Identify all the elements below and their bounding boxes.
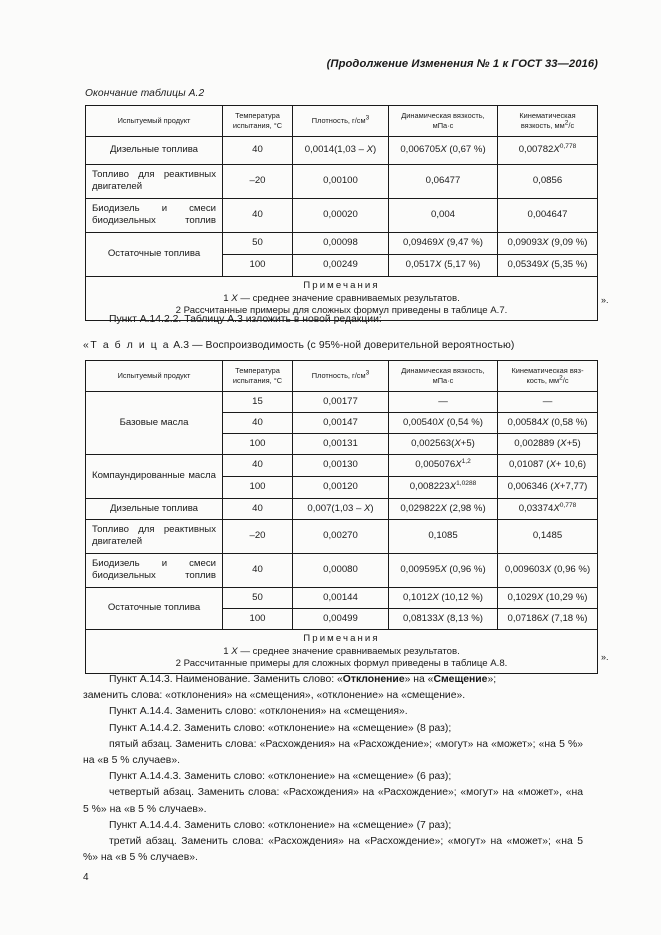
col-product: Испытуемый продукт	[86, 361, 223, 392]
table-a3-close-quote: ».	[601, 652, 609, 662]
cell-density: 0,00249	[293, 254, 389, 276]
table-a3	[85, 360, 598, 674]
cell-temperature: 100	[223, 476, 293, 498]
cell-temperature: 15	[223, 391, 293, 412]
cell-temperature: 40	[223, 198, 293, 232]
cell-kinematic: 0,002889 (X+5)	[498, 433, 598, 454]
between-paragraph: Пункт А.14.2.2. Таблицу А.3 изложить в новой редакции:	[109, 314, 382, 325]
cell-density: 0,0014(1,03 – X)	[293, 136, 389, 164]
table-row	[86, 454, 598, 476]
cell-kinematic: 0,01087 (X+ 10,6)	[498, 454, 598, 476]
col-product: Испытуемый продукт	[86, 106, 223, 137]
cell-product: Остаточные топлива	[86, 587, 223, 629]
cell-density: 0,00177	[293, 391, 389, 412]
cell-density: 0,00100	[293, 164, 389, 198]
cell-density: 0,00144	[293, 587, 389, 608]
cell-dynamic: —	[389, 391, 498, 412]
table-row	[86, 136, 598, 164]
table-row	[86, 587, 598, 608]
cell-product: Базовые масла	[86, 391, 223, 454]
cell-kinematic: 0,05349X (5,35 %)	[498, 254, 598, 276]
table-a3-notes	[86, 629, 598, 673]
table-a2-caption: Окончание таблицы А.2	[85, 88, 205, 99]
col-temperature: Температура испытания, °С	[223, 361, 293, 392]
cell-kinematic: 0,1029X (10,29 %)	[498, 587, 598, 608]
table-a3-title-prefix: «Т а б л и ц а	[83, 340, 171, 351]
cell-kinematic: 0,009603X (0,96 %)	[498, 553, 598, 587]
cell-dynamic: 0,004	[389, 198, 498, 232]
cell-density: 0,00080	[293, 553, 389, 587]
cell-kinematic: 0,0856	[498, 164, 598, 198]
paragraph-replace-words: заменить слова: «отклонения» на «смещения», «отклонение» на «смещение».	[83, 690, 466, 702]
col-dynamic-viscosity: Динамическая вязкость, мПа·с	[389, 106, 498, 137]
cell-temperature: –20	[223, 519, 293, 553]
cell-product: Компаундированные масла	[86, 454, 223, 498]
cell-dynamic: 0,006705X (0,67 %)	[389, 136, 498, 164]
cell-temperature: 40	[223, 498, 293, 519]
cell-temperature: 100	[223, 608, 293, 629]
running-head: (Продолжение Изменения № 1 к ГОСТ 33—2016)	[326, 58, 598, 70]
col-kinematic-viscosity: Кинематическая вязкость, $мм^2/с$	[498, 106, 598, 137]
cell-kinematic: 0,09093X (9,09 %)	[498, 232, 598, 254]
col-density: Плотность, $г/см^3$	[293, 106, 389, 137]
cell-product: Биодизель и смеси биодизельных топлив	[86, 198, 223, 232]
cell-temperature: –20	[223, 164, 293, 198]
cell-temperature: 40	[223, 412, 293, 433]
cell-dynamic: 0,1012X (10,12 %)	[389, 587, 498, 608]
notes-heading: Примечания	[303, 632, 380, 644]
col-density: Плотность, $г/см^3$	[293, 361, 389, 392]
text-bold-smeshchenie: Смещение	[433, 674, 488, 685]
cell-kinematic: 0,1485	[498, 519, 598, 553]
table-row	[86, 553, 598, 587]
cell-kinematic: $0,00782X^{0,778}$	[498, 136, 598, 164]
paragraph-a144: Пункт А.14.4. Заменить слово: «отклонения» на «смещения».	[109, 706, 408, 718]
cell-density: 0,00131	[293, 433, 389, 454]
table-row	[86, 164, 598, 198]
table-notes-row	[86, 629, 598, 673]
cell-kinematic: 0,07186X (7,18 %)	[498, 608, 598, 629]
paragraph-a1443-fourth: четвертый абзац. Заменить слова: «Расхождения» на «Расхождение»; «могут» на «может», «на 5 %» на «в 5 % случаев».	[83, 787, 583, 815]
cell-density: 0,00499	[293, 608, 389, 629]
text-bold-otklonenie: Отклонение	[342, 674, 405, 685]
cell-dynamic: $0,008223X^{1,0288}$	[389, 476, 498, 498]
cell-temperature: 100	[223, 433, 293, 454]
cell-dynamic: 0,002563(X+5)	[389, 433, 498, 454]
col-dynamic-viscosity: Динамическая вязкость, мПа·с	[389, 361, 498, 392]
cell-product: Биодизель и смеси биодизельных топлив	[86, 553, 223, 587]
cell-density: 0,007(1,03 – X)	[293, 498, 389, 519]
cell-temperature: 40	[223, 553, 293, 587]
paragraph-a1442: Пункт А.14.4.2. Заменить слово: «отклонение» на «смещение» (8 раз);	[109, 722, 452, 734]
cell-kinematic: 0,00584X (0,58 %)	[498, 412, 598, 433]
cell-temperature: 50	[223, 232, 293, 254]
cell-density: 0,00020	[293, 198, 389, 232]
col-temperature: Температура испытания, °С	[223, 106, 293, 137]
cell-product: Топливо для реактивных двигателей	[86, 164, 223, 198]
table-row	[86, 391, 598, 412]
paragraph-a1444: Пункт А.14.4.4. Заменить слово: «отклонение» на «смещение» (7 раз);	[109, 819, 452, 831]
cell-density: 0,00130	[293, 454, 389, 476]
cell-product: Дизельные топлива	[86, 498, 223, 519]
paragraph-a1442-fifth: пятый абзац. Заменить слова: «Расхождения» на «Расхождение»; «могут» на «может»; «на 5 %» на «в 5 % случаев».	[83, 738, 583, 767]
note-item: 2 Рассчитанные примеры для сложных формул приведены в таблице А.8.	[175, 657, 508, 669]
table-row	[86, 498, 598, 519]
paragraph-a1443: Пункт А.14.4.3. Заменить слово: «отклонение» на «смещение» (6 раз);	[109, 771, 452, 783]
table-a2	[85, 105, 598, 321]
table-a2-close-quote: ».	[601, 295, 609, 305]
cell-dynamic: 0,00540X (0,54 %)	[389, 412, 498, 433]
cell-dynamic: 0,08133X (8,13 %)	[389, 608, 498, 629]
col-kinematic-viscosity: Кинематическая вяз- кость, $мм^2/с$	[498, 361, 598, 392]
note-item: 1 X — среднее значение сравниваемых результатов.	[223, 292, 460, 304]
cell-kinematic: 0,004647	[498, 198, 598, 232]
cell-kinematic: —	[498, 391, 598, 412]
cell-density: 0,00098	[293, 232, 389, 254]
table-a3-header-row	[86, 361, 598, 392]
cell-temperature: 40	[223, 136, 293, 164]
cell-kinematic: $0,03374X^{0,778}$	[498, 498, 598, 519]
cell-density: 0,00147	[293, 412, 389, 433]
cell-dynamic: 0,1085	[389, 519, 498, 553]
table-a3-title-main: А.3 — Воспроизводимость (с 95%-ной доверительной вероятностью)	[173, 340, 515, 351]
text-fragment: »;	[487, 674, 497, 685]
note-item: 2 Рассчитанные примеры для сложных формул приведены в таблице А.7.	[175, 304, 508, 316]
page-number: 4	[83, 872, 89, 883]
table-row	[86, 519, 598, 553]
cell-dynamic: 0,029822X (2,98 %)	[389, 498, 498, 519]
cell-density: 0,00120	[293, 476, 389, 498]
table-row	[86, 198, 598, 232]
cell-dynamic: 0,0517X (5,17 %)	[389, 254, 498, 276]
cell-dynamic: 0,06477	[389, 164, 498, 198]
cell-dynamic: 0,009595X (0,96 %)	[389, 553, 498, 587]
cell-product: Остаточные топлива	[86, 232, 223, 276]
table-row	[86, 232, 598, 254]
paragraph-a1444-third: третий абзац. Заменить слова: «Расхождения» на «Расхождение»; «могут» на «может»; «на 5 %» на «в 5 % случаев».	[83, 836, 583, 864]
note-item: 1 X — среднее значение сравниваемых результатов.	[223, 645, 460, 657]
table-a3-title	[83, 340, 514, 351]
table-a2-header-row	[86, 106, 598, 137]
notes-heading: Примечания	[303, 279, 380, 291]
cell-temperature: 50	[223, 587, 293, 608]
cell-product: Топливо для реактивных двигателей	[86, 519, 223, 553]
cell-dynamic: $0,005076X^{1,2}$	[389, 454, 498, 476]
cell-kinematic: 0,006346 (X+7,77)	[498, 476, 598, 498]
cell-density: 0,00270	[293, 519, 389, 553]
cell-dynamic: 0,09469X (9,47 %)	[389, 232, 498, 254]
text-fragment: Пункт А.14.3. Наименование. Заменить слово: «	[109, 674, 343, 685]
paragraph-a143	[83, 672, 583, 688]
amendment-text-block	[83, 672, 583, 866]
cell-temperature: 40	[223, 454, 293, 476]
cell-temperature: 100	[223, 254, 293, 276]
text-fragment: » на «	[404, 674, 434, 685]
cell-product: Дизельные топлива	[86, 136, 223, 164]
